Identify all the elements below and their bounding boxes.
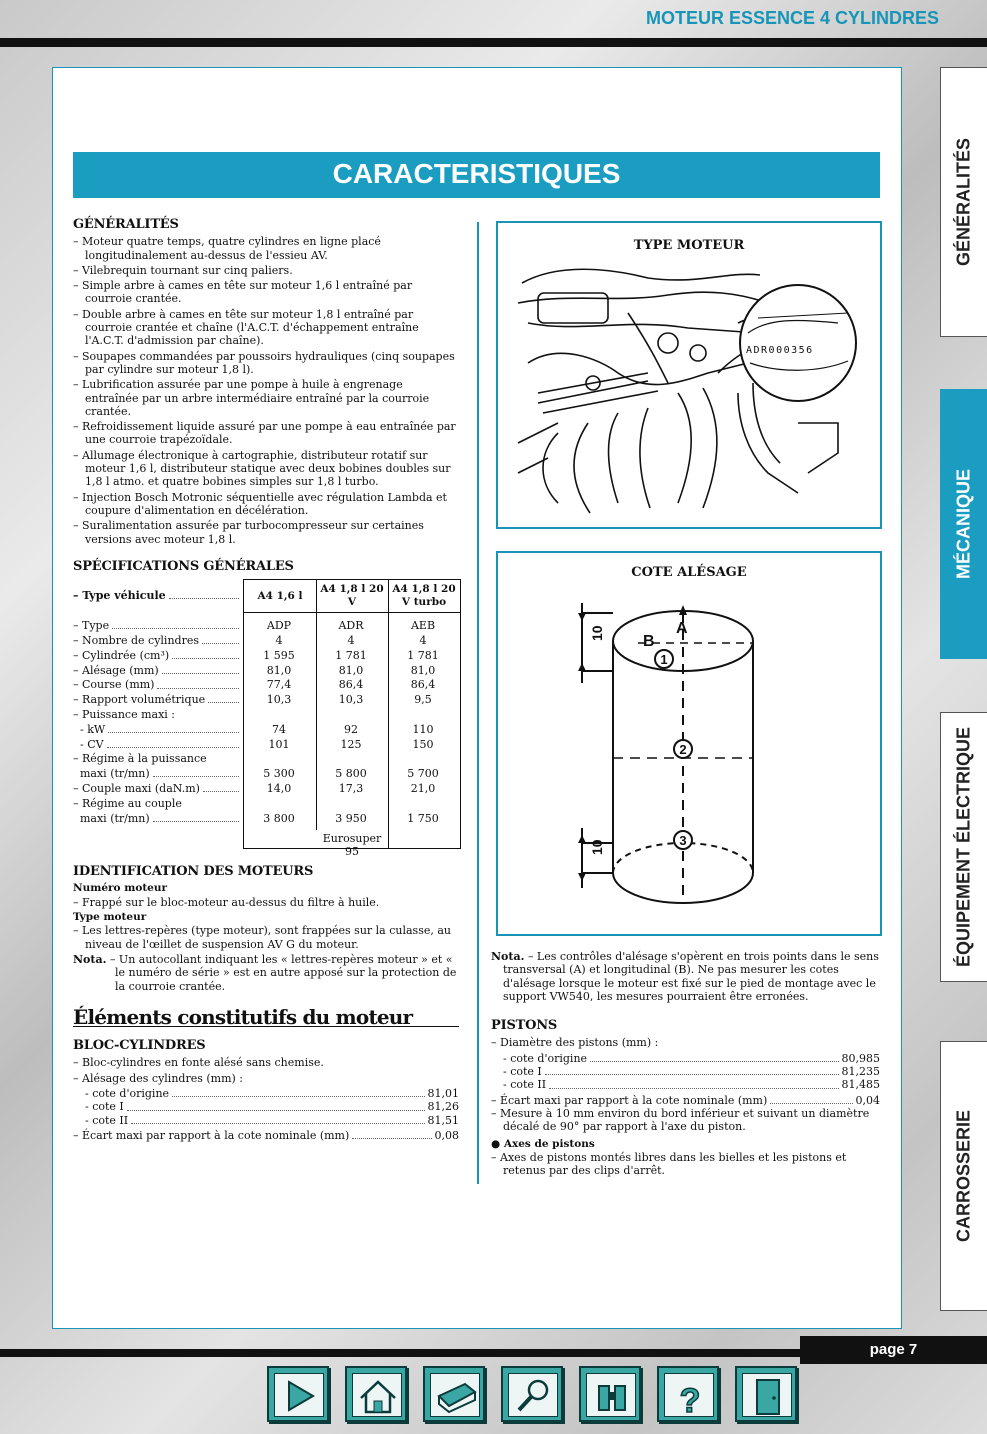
spec-row-label: – Régime au couple [73, 796, 182, 810]
tab-mecanique[interactable]: MÉCANIQUE [940, 389, 987, 659]
spec-cell: 10,3 [266, 693, 292, 707]
list-item: – Injection Bosch Motronic séquentielle avec régulation Lambda et coupure d'alimentation en décélération. [73, 491, 459, 518]
col-head: A4 1,8 l 20 V [316, 580, 388, 613]
page-title: CARACTERISTIQUES [73, 152, 880, 198]
cote-alesage-figure [496, 551, 882, 936]
pistons-line: – Diamètre des pistons (mm) : [491, 1036, 880, 1049]
fuel-cell: Eurosuper 95 [322, 832, 382, 859]
svg-text:?: ? [679, 1382, 701, 1420]
spec-cell: ADP [266, 619, 292, 633]
spec-cell: 1 595 [263, 648, 295, 662]
spec-cell: 86,4 [338, 678, 364, 692]
list-item: – Suralimentation assurée par turbocompresseur sur certaines versions avec moteur 1,8 l. [73, 519, 459, 546]
engine-code: ADR000356 [746, 345, 814, 356]
binoculars-icon [581, 1368, 643, 1424]
help-button[interactable] [657, 1366, 719, 1422]
type-moteur-figure [496, 221, 882, 529]
tab-generalites[interactable]: GÉNÉRALITÉS [940, 67, 987, 337]
top-rule [0, 38, 987, 47]
column-divider [477, 222, 479, 1184]
binoculars-button[interactable] [579, 1366, 641, 1422]
bloc-line: – Bloc-cylindres en fonte alésé sans chemise. [73, 1056, 459, 1069]
left-column [73, 218, 459, 1142]
bloc-ecart: – Écart maxi par rapport à la cote nominale (mm) 0,08 [73, 1128, 459, 1142]
spec-cell: 10,3 [338, 693, 364, 707]
spec-cell: 150 [412, 737, 434, 751]
nota-text: – Un autocollant indiquant les « lettres-repères moteur » et « le numéro de série » est en autre apposé sur la protection de la courroie crantée. [109, 952, 457, 993]
section-title: MOTEUR ESSENCE 4 CYLINDRES [645, 8, 939, 28]
home-icon [347, 1368, 409, 1424]
list-item: – Lubrification assurée par une pompe à huile à engrenage entraînée par un arbre intermédiaire entraîné par la courroie crantée. [73, 378, 459, 418]
elements-heading: Éléments constitutifs du moteur [73, 1011, 459, 1027]
spec-cell: 5 300 [263, 767, 295, 781]
generalites-list [73, 235, 459, 546]
identification-heading: IDENTIFICATION DES MOTEURS [73, 864, 314, 880]
list-item: – Soupapes commandées par poussoirs hydrauliques (cinq soupapes par cylindre sur moteur 1,8 l). [73, 350, 459, 377]
spec-cell: AEB [410, 619, 436, 633]
spec-row-label: – Cylindrée (cm³) [73, 649, 241, 662]
numero-title: Numéro moteur [73, 882, 168, 895]
list-item: – Allumage électronique à cartographie, distributeur rotatif sur moteur 1,6 l, distributeur statique avec deux bobines doubles sur 1,8 l atmo. et quatre bobines simples sur 1,8 l turbo. [73, 449, 459, 489]
spec-cell: ADR [338, 619, 364, 633]
bloc-line: – Alésage des cylindres (mm) : [73, 1072, 459, 1085]
spec-cell: 5 800 [335, 767, 367, 781]
list-item: – Vilebrequin tournant sur cinq paliers. [73, 264, 459, 277]
spec-cell: 101 [268, 737, 290, 751]
exit-icon [737, 1368, 799, 1424]
spec-cell: 4 [275, 633, 283, 647]
list-item: – Simple arbre à cames en tête sur moteur 1,6 l entraîné par courroie crantée. [73, 279, 459, 306]
page-number: page 7 [800, 1336, 987, 1364]
home-button[interactable] [345, 1366, 407, 1422]
col-head: A4 1,8 l 20 V turbo [388, 580, 460, 613]
axes-title: ● Axes de pistons [491, 1137, 595, 1150]
spec-cell: 77,4 [266, 678, 292, 692]
spec-cell: 4 [347, 633, 355, 647]
spec-cell: 5 700 [407, 767, 439, 781]
specs-table [73, 579, 459, 859]
point-3: 3 [679, 833, 687, 848]
nota-label: Nota. [73, 952, 107, 966]
spec-cell: 81,0 [266, 663, 292, 677]
bloc-row: - cote d'origine 81,01 [85, 1086, 459, 1100]
exit-button[interactable] [735, 1366, 797, 1422]
spec-row-label: - CV [73, 738, 241, 751]
search-button[interactable] [501, 1366, 563, 1422]
spec-row-label: – Type [73, 619, 241, 632]
specs-heading: SPÉCIFICATIONS GÉNÉRALES [73, 558, 294, 574]
help-icon [659, 1368, 721, 1424]
spec-row-label: – Alésage (mm) [73, 664, 241, 677]
type-vehicule-label: – Type véhicule [73, 589, 241, 602]
spec-cell: 110 [412, 722, 434, 736]
numero-text: – Frappé sur le bloc-moteur au-dessus du filtre à huile. [73, 896, 459, 909]
point-1: 1 [660, 652, 668, 667]
nota-paragraph [73, 953, 459, 993]
pistons-row: - cote I 81,235 [503, 1065, 880, 1079]
spec-cell: 74 [272, 722, 286, 736]
axes-text: – Axes de pistons montés libres dans les bielles et les pistons et retenus par des clips d'arrêt. [491, 1151, 880, 1178]
spec-row-label: – Régime à la puissance [73, 752, 207, 766]
pistons-heading: PISTONS [491, 1018, 558, 1034]
col-head: A4 1,6 l [244, 580, 316, 613]
label-b: B [643, 633, 655, 650]
spec-row-label: – Course (mm) [73, 678, 241, 691]
spec-cell: 86,4 [410, 678, 436, 692]
right-column-text [491, 950, 880, 1179]
spec-cell: 1 781 [407, 648, 439, 662]
spec-cell: 125 [340, 737, 362, 751]
print-icon [425, 1368, 487, 1424]
spec-cell: 1 750 [407, 811, 439, 825]
tab-equipement-electrique[interactable]: ÉQUIPEMENT ÉLECTRIQUE [940, 712, 987, 982]
list-item: – Moteur quatre temps, quatre cylindres en ligne placé longitudinalement au-dessus de l'essieu AV. [73, 235, 459, 262]
pistons-mesure: – Mesure à 10 mm environ du bord inférieur et suivant un diamètre décalé de 90° par rapport à l'axe du piston. [491, 1107, 880, 1134]
spec-cell: 92 [344, 722, 358, 736]
spec-row-label: – Puissance maxi : [73, 707, 176, 721]
bore-diagram [498, 553, 880, 934]
bloc-row: - cote I 81,26 [85, 1100, 459, 1114]
dim-top: 10 [589, 625, 605, 641]
list-item: – Refroidissement liquide assuré par une pompe à eau entraînée par une courroie trapézoïdale. [73, 420, 459, 447]
figure-title: TYPE MOTEUR [633, 238, 745, 253]
spec-cell: 17,3 [338, 781, 364, 795]
spec-cell: 1 781 [335, 648, 367, 662]
type-text: – Les lettres-repères (type moteur), sont frappées sur la culasse, au niveau de l'œillet de suspension AV G du moteur. [73, 924, 459, 951]
nota-bore: Nota. – Les contrôles d'alésage s'opèrent en trois points dans le sens transversal (A) et longitudinal (B). Ne pas mesurer les cotes d'alésage lorsque le moteur est fixé sur le pied de montage avec le support VW540, les mesures pourraient être erronées. [491, 950, 879, 1003]
spec-cell: 3 800 [263, 811, 295, 825]
spec-cell: 14,0 [266, 781, 292, 795]
dim-bottom: 10 [589, 839, 605, 855]
bloc-heading: BLOC-CYLINDRES [73, 1038, 206, 1054]
point-2: 2 [679, 742, 687, 757]
figure-title: COTE ALÉSAGE [631, 565, 747, 580]
pistons-row: - cote II 81,485 [503, 1078, 880, 1092]
type-title: Type moteur [73, 911, 147, 924]
search-icon [503, 1368, 565, 1424]
spec-row-label: - kW [73, 723, 241, 736]
spec-cell: 81,0 [410, 663, 436, 677]
spec-row-label: maxi (tr/mn) [73, 767, 241, 780]
print-button[interactable] [423, 1366, 485, 1422]
bloc-row: - cote II 81,51 [85, 1113, 459, 1127]
spec-cell: 21,0 [410, 781, 436, 795]
spec-row-label: – Rapport volumétrique [73, 693, 241, 706]
list-item: – Double arbre à cames en tête sur moteur 1,8 l entraîné par courroie crantée et chaîne (l'A.C.T. d'échappement entraîne l'A.C.T. d'admission par chaîne). [73, 308, 459, 348]
pistons-row: - cote d'origine 80,985 [503, 1051, 880, 1065]
next-icon [269, 1368, 331, 1424]
spec-row-label: – Nombre de cylindres [73, 634, 241, 647]
spec-row-label: maxi (tr/mn) [73, 812, 241, 825]
next-button[interactable] [267, 1366, 329, 1422]
engine-illustration [498, 223, 880, 527]
pistons-ecart: – Écart maxi par rapport à la cote nominale (mm) 0,04 [491, 1093, 880, 1107]
spec-cell: 9,5 [414, 693, 432, 707]
spec-cell: 4 [419, 633, 427, 647]
spec-cell: 3 950 [335, 811, 367, 825]
tab-carrosserie[interactable]: CARROSSERIE [940, 1041, 987, 1311]
spec-row-label: – Couple maxi (daN.m) [73, 782, 241, 795]
spec-cell: 81,0 [338, 663, 364, 677]
generalites-heading: GÉNÉRALITÉS [73, 217, 179, 232]
label-a: A [676, 620, 688, 637]
